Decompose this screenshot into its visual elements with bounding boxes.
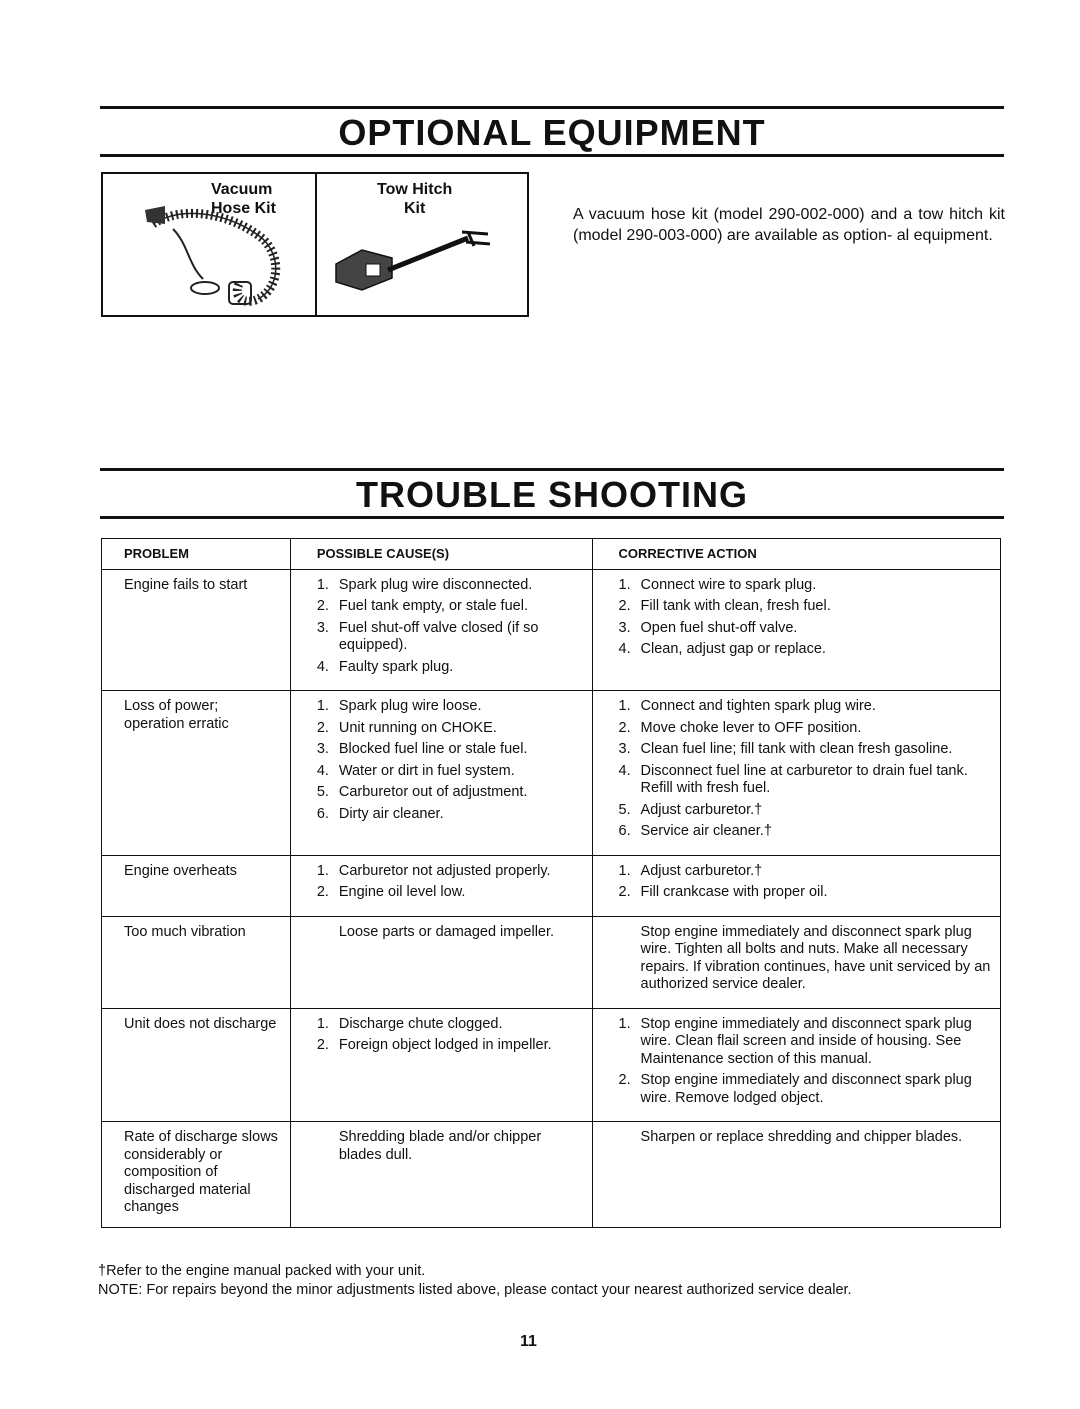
actions-cell bbox=[592, 1008, 1000, 1122]
causes-list bbox=[317, 1129, 584, 1164]
actions-cell bbox=[592, 916, 1000, 1008]
list-item-number: 6. bbox=[618, 823, 631, 839]
actions-cell bbox=[592, 569, 1000, 691]
list-item bbox=[619, 620, 992, 638]
actions-list bbox=[619, 924, 992, 994]
optional-equipment-bottom-rule bbox=[100, 154, 1004, 157]
problem-cell: Loss of power; operation erratic bbox=[102, 691, 291, 856]
list-item bbox=[317, 698, 584, 716]
list-item bbox=[317, 763, 584, 781]
list-item-number: 4. bbox=[316, 658, 329, 675]
list-item-text: Faulty spark plug. bbox=[338, 658, 454, 675]
list-item-text: Open fuel shut-off valve. bbox=[640, 619, 798, 636]
list-item-number: 1. bbox=[316, 862, 329, 879]
list-item-text: Engine oil level low. bbox=[338, 884, 466, 900]
list-item bbox=[619, 763, 992, 798]
header-possible-causes: POSSIBLE CAUSE(S) bbox=[290, 539, 592, 570]
list-item-text: Move choke lever to OFF position. bbox=[640, 719, 862, 736]
table-row bbox=[102, 1122, 1001, 1228]
list-item bbox=[619, 863, 992, 881]
list-item-text: Clean, adjust gap or replace. bbox=[640, 641, 826, 657]
problem-cell: Too much vibration bbox=[102, 916, 291, 1008]
actions-list bbox=[619, 698, 992, 841]
list-item-text: Carburetor out of adjustment. bbox=[338, 784, 528, 800]
problem-cell: Engine overheats bbox=[102, 855, 291, 916]
list-item-text: Fill tank with clean, fresh fuel. bbox=[640, 598, 831, 614]
list-item-text: Stop engine immediately and disconnect spark plug wire. Tighten all bolts and nuts. Make all necessary repairs. If vibration continues, have unit serviced by an authorized service dealer. bbox=[640, 923, 991, 992]
list-item bbox=[619, 698, 992, 716]
illustration-divider bbox=[315, 174, 317, 315]
vacuum-label-line2: Hose Kit bbox=[211, 200, 276, 217]
causes-list bbox=[317, 577, 584, 677]
causes-list bbox=[317, 863, 584, 902]
page-number: 11 bbox=[520, 1333, 537, 1350]
list-item-text: Connect wire to spark plug. bbox=[640, 576, 817, 593]
list-item-number: 5. bbox=[316, 784, 329, 800]
list-item-number: 3. bbox=[316, 741, 329, 757]
list-item bbox=[317, 620, 584, 655]
list-item bbox=[317, 577, 584, 595]
list-item-number: 2. bbox=[316, 598, 329, 614]
list-item-text: Stop engine immediately and disconnect spark plug wire. Remove lodged object. bbox=[640, 1072, 972, 1106]
list-item-text: Unit running on CHOKE. bbox=[338, 719, 497, 736]
list-item bbox=[619, 741, 992, 759]
list-item-number: 2. bbox=[316, 719, 329, 736]
list-item-number: 4. bbox=[618, 641, 631, 657]
tow-hitch-kit-label bbox=[377, 180, 452, 218]
list-item-number: 2. bbox=[618, 1072, 631, 1088]
list-item-text: Adjust carburetor.† bbox=[640, 801, 763, 818]
repair-note: NOTE: For repairs beyond the minor adjustments listed above, please contact your nearest authorized service dealer. bbox=[98, 1282, 852, 1298]
trouble-shooting-table bbox=[101, 538, 1001, 1228]
header-corrective-action: CORRECTIVE ACTION bbox=[592, 539, 1000, 570]
optional-equipment-illustration-box bbox=[101, 172, 529, 317]
list-item-text: Sharpen or replace shredding and chipper blades. bbox=[640, 1129, 963, 1145]
actions-list bbox=[619, 863, 992, 902]
list-item-text: Carburetor not adjusted properly. bbox=[338, 862, 551, 879]
list-item-number: 5. bbox=[618, 801, 631, 818]
list-item-text: Discharge chute clogged. bbox=[338, 1015, 503, 1032]
list-item-text: Blocked fuel line or stale fuel. bbox=[338, 741, 528, 757]
list-item bbox=[619, 1072, 992, 1107]
list-item-number: 1. bbox=[618, 1015, 631, 1032]
optional-equipment-top-rule bbox=[100, 106, 1004, 109]
list-item bbox=[317, 598, 584, 616]
list-item-number: 4. bbox=[316, 762, 329, 779]
trouble-shooting-title: TROUBLE SHOOTING bbox=[356, 474, 748, 515]
list-item-text: Clean fuel line; fill tank with clean fresh gasoline. bbox=[640, 741, 953, 757]
list-item bbox=[317, 884, 584, 902]
header-problem: PROBLEM bbox=[102, 539, 291, 570]
list-item-text: Spark plug wire loose. bbox=[338, 698, 482, 714]
list-item-number: 2. bbox=[316, 1037, 329, 1053]
list-item bbox=[619, 1016, 992, 1069]
list-item bbox=[619, 884, 992, 902]
actions-cell bbox=[592, 855, 1000, 916]
list-item-text: Foreign object lodged in impeller. bbox=[338, 1037, 552, 1053]
list-item-number: 1. bbox=[618, 862, 631, 879]
list-item-number: 2. bbox=[618, 719, 631, 736]
table-row bbox=[102, 1008, 1001, 1122]
engine-manual-footnote: †Refer to the engine manual packed with your unit. bbox=[98, 1263, 426, 1279]
list-item-number: 1. bbox=[316, 1015, 329, 1032]
table-row bbox=[102, 569, 1001, 691]
list-item-number: 1. bbox=[316, 698, 329, 714]
causes-cell bbox=[290, 569, 592, 691]
list-item bbox=[317, 1129, 584, 1164]
table-row bbox=[102, 916, 1001, 1008]
vacuum-hose-illustration bbox=[143, 184, 293, 314]
list-item-text: Disconnect fuel line at carburetor to drain fuel tank. Refill with fresh fuel. bbox=[640, 762, 968, 796]
list-item-number: 6. bbox=[316, 805, 329, 822]
list-item-text: Fill crankcase with proper oil. bbox=[640, 884, 828, 900]
list-item bbox=[317, 741, 584, 759]
problem-cell: Unit does not discharge bbox=[102, 1008, 291, 1122]
list-item-number: 1. bbox=[618, 576, 631, 593]
list-item-number: 4. bbox=[618, 762, 631, 779]
vacuum-label-line1: Vacuum bbox=[211, 181, 273, 198]
list-item bbox=[619, 720, 992, 738]
list-item-text: Connect and tighten spark plug wire. bbox=[640, 698, 876, 714]
list-item-text: Shredding blade and/or chipper blades dull. bbox=[338, 1129, 542, 1163]
list-item bbox=[317, 863, 584, 881]
causes-list bbox=[317, 1016, 584, 1055]
problem-cell: Rate of discharge slows considerably or composition of discharged material changes bbox=[102, 1122, 291, 1228]
actions-list bbox=[619, 1129, 992, 1147]
list-item-text: Loose parts or damaged impeller. bbox=[338, 923, 555, 940]
optional-equipment-description: A vacuum hose kit (model 290-002-000) and a tow hitch kit (model 290-003-000) are available as option- al equipment. bbox=[573, 206, 1005, 244]
optional-equipment-title: OPTIONAL EQUIPMENT bbox=[338, 112, 766, 153]
tow-hitch-illustration bbox=[328, 224, 498, 304]
list-item bbox=[619, 924, 992, 994]
list-item bbox=[619, 802, 992, 820]
trouble-shooting-rows bbox=[102, 569, 1001, 1227]
actions-cell bbox=[592, 1122, 1000, 1228]
list-item-number: 1. bbox=[618, 698, 631, 714]
tow-label-line2: Kit bbox=[403, 200, 426, 217]
list-item bbox=[619, 1129, 992, 1147]
causes-cell bbox=[290, 691, 592, 856]
list-item bbox=[317, 806, 584, 824]
list-item-text: Service air cleaner.† bbox=[640, 823, 772, 839]
table-header-row bbox=[102, 539, 1001, 570]
causes-cell bbox=[290, 1122, 592, 1228]
list-item-text: Fuel tank empty, or stale fuel. bbox=[338, 598, 528, 614]
list-item-number: 3. bbox=[316, 619, 329, 636]
actions-list bbox=[619, 577, 992, 659]
list-item-text: Spark plug wire disconnected. bbox=[338, 576, 533, 593]
list-item-text: Dirty air cleaner. bbox=[338, 805, 444, 822]
list-item-number: 3. bbox=[618, 741, 631, 757]
list-item-number: 2. bbox=[618, 598, 631, 614]
causes-cell bbox=[290, 916, 592, 1008]
list-item bbox=[317, 720, 584, 738]
table-row bbox=[102, 691, 1001, 856]
list-item bbox=[317, 659, 584, 677]
causes-cell bbox=[290, 1008, 592, 1122]
list-item-text: Stop engine immediately and disconnect spark plug wire. Clean flail screen and inside of housing. See Maintenance section of this manual. bbox=[640, 1015, 972, 1067]
list-item-number: 3. bbox=[618, 619, 631, 636]
actions-cell bbox=[592, 691, 1000, 856]
list-item bbox=[619, 598, 992, 616]
list-item bbox=[619, 641, 992, 659]
list-item-number: 2. bbox=[618, 884, 631, 900]
problem-cell: Engine fails to start bbox=[102, 569, 291, 691]
list-item-text: Adjust carburetor.† bbox=[640, 862, 763, 879]
list-item bbox=[619, 577, 992, 595]
causes-cell bbox=[290, 855, 592, 916]
actions-list bbox=[619, 1016, 992, 1108]
list-item bbox=[317, 1016, 584, 1034]
table-row bbox=[102, 855, 1001, 916]
tow-label-line1: Tow Hitch bbox=[377, 181, 453, 198]
list-item bbox=[317, 784, 584, 802]
trouble-shooting-bottom-rule bbox=[100, 516, 1004, 519]
list-item-number: 2. bbox=[316, 884, 329, 900]
causes-list bbox=[317, 924, 584, 942]
trouble-shooting-top-rule bbox=[100, 468, 1004, 471]
causes-list bbox=[317, 698, 584, 823]
list-item-text: Fuel shut-off valve closed (if so equipped). bbox=[338, 619, 539, 653]
list-item bbox=[317, 924, 584, 942]
list-item bbox=[317, 1037, 584, 1055]
list-item bbox=[619, 823, 992, 841]
list-item-number: 1. bbox=[316, 576, 329, 593]
list-item-text: Water or dirt in fuel system. bbox=[338, 762, 515, 779]
